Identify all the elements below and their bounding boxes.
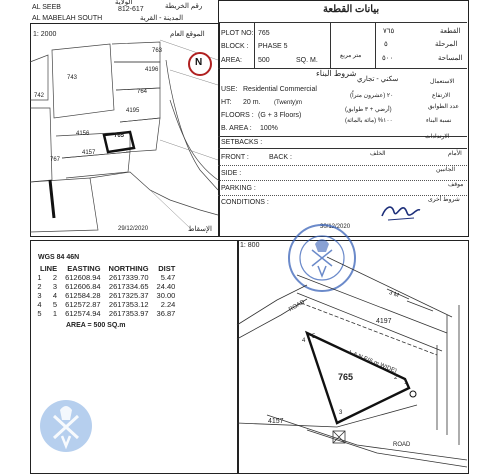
map-scale: 1: 2000 bbox=[33, 31, 57, 38]
table-cell: 2 bbox=[37, 282, 42, 291]
table-cell: 3 bbox=[37, 291, 42, 300]
table-cell: 612584.28 bbox=[65, 291, 101, 300]
loc-plot-764: 764 bbox=[137, 89, 148, 95]
back-label: BACK : bbox=[269, 154, 292, 161]
vertex-4: 4 bbox=[302, 338, 306, 344]
loc-plot-4157: 4157 bbox=[82, 150, 96, 156]
table-header-row bbox=[30, 264, 179, 273]
table-cell: 1 bbox=[52, 309, 58, 318]
map-no-value: 812-617 bbox=[118, 6, 144, 13]
building-area-ar-label: نسبة البناء bbox=[426, 118, 452, 124]
table-cell: 30.00 bbox=[156, 291, 176, 300]
signature-mark bbox=[378, 200, 422, 224]
area-unit: SQ. M. bbox=[296, 57, 318, 64]
table-cell: 2617325.37 bbox=[108, 291, 149, 300]
building-area-ar-value: ١٠٠% (مائة بالمائة) bbox=[345, 118, 393, 124]
detail-width-label: 3 M bbox=[387, 290, 400, 300]
plot-no-ar-label: القطعة bbox=[440, 28, 461, 35]
vertex-5: 5 bbox=[312, 334, 316, 340]
area-ar-unit: متر مربع bbox=[340, 53, 362, 59]
table-row bbox=[30, 300, 179, 309]
table-cell: 36.87 bbox=[156, 309, 176, 318]
front-label: FRONT : bbox=[221, 154, 249, 161]
divider bbox=[218, 195, 467, 196]
table-row bbox=[30, 309, 179, 318]
conditions-label: CONDITIONS : bbox=[221, 199, 269, 206]
table-cell: 2.24 bbox=[160, 300, 176, 309]
height-value: 20 m. bbox=[243, 99, 261, 106]
divider bbox=[218, 148, 467, 149]
ministry-emblem-icon bbox=[38, 398, 94, 454]
table-cell: 2 bbox=[52, 273, 58, 282]
table-cell: 5 bbox=[52, 300, 58, 309]
table-cell: 4 bbox=[52, 291, 58, 300]
table-cell: 2617334.65 bbox=[108, 282, 149, 291]
building-area-value: 100% bbox=[260, 125, 278, 132]
building-conditions-title: شروط البناء bbox=[316, 69, 357, 78]
wilayat-value: AL SEEB bbox=[32, 4, 61, 11]
floors-ar-label: عدد الطوابق bbox=[428, 104, 459, 110]
detail-plot-765: 765 bbox=[338, 372, 354, 382]
area-value: 500 bbox=[258, 57, 270, 64]
table-cell: 2617353.97 bbox=[108, 309, 149, 318]
height-ar-label: الارتفاع bbox=[432, 93, 451, 99]
height-note: (Twenty)m bbox=[274, 100, 303, 106]
column-header: EASTING bbox=[67, 264, 101, 273]
table-cell: 4 bbox=[37, 300, 42, 309]
city-label: المدينة - القرية bbox=[140, 15, 184, 22]
table-cell: 24.40 bbox=[156, 282, 176, 291]
front-ar-label: الأمام bbox=[448, 151, 462, 157]
use-label: USE: bbox=[221, 86, 238, 93]
table-cell: 2617353.12 bbox=[108, 300, 149, 309]
loc-plot-742: 742 bbox=[34, 93, 45, 99]
vertex-2: 2 bbox=[394, 375, 398, 381]
detail-lane-label: L A N E(6 m WIDE) bbox=[347, 350, 398, 375]
setbacks-ar-label: الارتدادات bbox=[425, 134, 450, 140]
table-cell: 1 bbox=[37, 273, 42, 282]
table-cell: 3 bbox=[52, 282, 58, 291]
location-map-date: 29/12/2020 bbox=[118, 226, 149, 232]
column-header: LINE bbox=[40, 264, 58, 273]
detail-plot-4157: 4157 bbox=[268, 418, 284, 425]
loc-plot-4156: 4156 bbox=[76, 131, 90, 137]
vertex-3: 3 bbox=[339, 410, 343, 416]
coordinates-table bbox=[30, 264, 179, 318]
table-cell: 5 bbox=[37, 309, 42, 318]
column-header: DIST bbox=[158, 264, 176, 273]
detail-road-label: ROAD bbox=[288, 299, 307, 314]
divider bbox=[375, 22, 376, 68]
total-area-label: AREA = 500 SQ.m bbox=[66, 322, 126, 329]
height-ar-value: ٢٠ (عشرون متراً) bbox=[350, 93, 394, 99]
floors-label: FLOORS : bbox=[221, 112, 254, 119]
side-label: SIDE : bbox=[221, 170, 242, 177]
floors-value: (G + 3 Floors) bbox=[258, 112, 302, 119]
table-cell: 612608.94 bbox=[65, 273, 101, 282]
plot-no-ar-value: ٧٦٥ bbox=[383, 28, 395, 35]
use-value: Residential Commercial bbox=[243, 86, 317, 93]
table-row bbox=[30, 273, 179, 282]
table-cell: 612574.94 bbox=[65, 309, 101, 318]
floors-ar-value: (أرضي + ٣ طوابق) bbox=[345, 107, 392, 113]
plot-no-value: 765 bbox=[258, 30, 270, 37]
detail-plot-4197: 4197 bbox=[376, 318, 392, 325]
general-location-label: الموقع العام bbox=[170, 31, 205, 38]
table-row bbox=[30, 291, 179, 300]
side-ar-label: الجانبين bbox=[436, 167, 456, 173]
table-row bbox=[30, 282, 179, 291]
loc-plot-765: 765 bbox=[114, 133, 125, 139]
conditions-ar-label: شروط أخرى bbox=[428, 197, 460, 203]
parking-label: PARKING : bbox=[221, 185, 256, 192]
column-header: NORTHING bbox=[108, 264, 149, 273]
vertex-1: 1 bbox=[404, 380, 408, 386]
block-label: BLOCK : bbox=[221, 43, 249, 50]
divider bbox=[218, 22, 467, 23]
issue-date: 30/12/2020 bbox=[320, 224, 351, 230]
table-cell: 5.47 bbox=[160, 273, 176, 282]
loc-plot-767: 767 bbox=[50, 157, 61, 163]
loc-plot-763: 763 bbox=[152, 48, 163, 54]
setbacks-label: SETBACKS : bbox=[221, 139, 263, 146]
building-area-label: B. AREA : bbox=[221, 125, 252, 132]
back-ar-label: الخلف bbox=[370, 151, 386, 157]
city-value: AL MABELAH SOUTH bbox=[32, 15, 103, 22]
plot-info-title: بيانات القطعة bbox=[323, 4, 380, 15]
divider bbox=[254, 22, 255, 68]
block-value: PHASE 5 bbox=[258, 43, 288, 50]
datum-label: WGS 84 46N bbox=[38, 254, 80, 261]
area-label: AREA: bbox=[221, 57, 243, 64]
use-ar-value: سكني - تجاري bbox=[357, 76, 399, 83]
wilayat-label: الولاية bbox=[115, 0, 133, 6]
detail-road-bottom-label: ROAD bbox=[393, 442, 411, 448]
table-cell: 2617339.70 bbox=[108, 273, 149, 282]
divider bbox=[218, 180, 467, 181]
loc-plot-743: 743 bbox=[67, 75, 78, 81]
parking-ar-label: موقف bbox=[448, 182, 464, 188]
table-cell: 612606.84 bbox=[65, 282, 101, 291]
area-ar-value: ٥٠٠ bbox=[382, 55, 394, 62]
detail-map-scale: 1: 800 bbox=[240, 242, 260, 249]
block-ar-label: المرحلة bbox=[435, 41, 458, 48]
north-arrow-icon: N bbox=[188, 52, 212, 76]
height-label: HT: bbox=[221, 99, 232, 106]
table-cell: 612572.87 bbox=[65, 300, 101, 309]
loc-plot-4195: 4195 bbox=[126, 108, 140, 114]
divider bbox=[218, 165, 467, 166]
area-ar-label: المساحة bbox=[438, 55, 463, 62]
detail-map bbox=[237, 255, 467, 472]
map-no-label: رقم الخريطة bbox=[165, 3, 203, 10]
plot-no-label: PLOT NO: bbox=[221, 30, 254, 37]
location-map-stamp: الإسقاط bbox=[188, 226, 212, 233]
block-ar-value: ٥ bbox=[384, 41, 388, 48]
use-ar-label: الاستعمال bbox=[430, 79, 455, 85]
loc-plot-4196: 4196 bbox=[145, 67, 159, 73]
divider bbox=[330, 22, 331, 68]
